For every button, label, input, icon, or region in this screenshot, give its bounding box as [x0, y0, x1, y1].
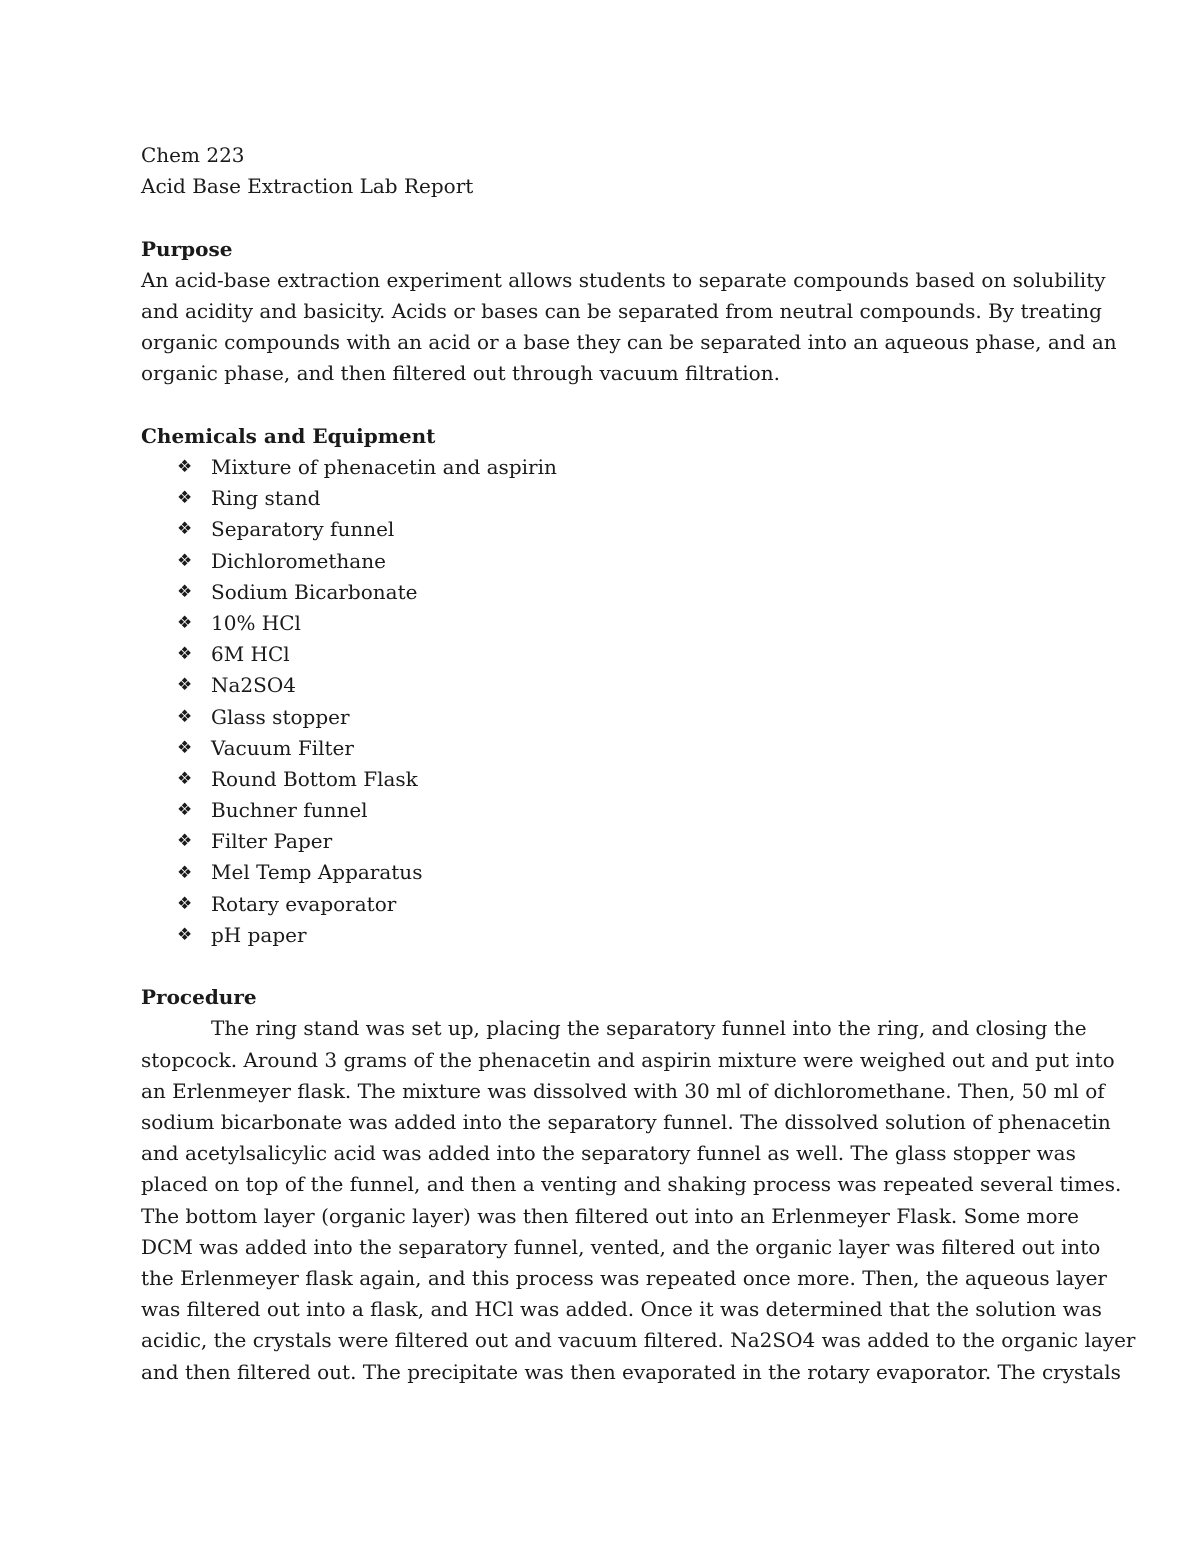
list-item [141, 889, 1061, 920]
list-item [141, 764, 1061, 795]
spacer [141, 202, 1061, 233]
diamond-bullet-icon: ❖ [177, 737, 193, 758]
list-item [141, 546, 1061, 577]
purpose-line: and acidity and basicity. Acids or bases can be separated from neutral compounds. By treating [141, 299, 1102, 323]
list-item [141, 670, 1061, 701]
list-item [141, 920, 1061, 951]
diamond-bullet-icon: ❖ [177, 613, 193, 634]
spacer [141, 390, 1061, 421]
list-item-label: Vacuum Filter [211, 735, 354, 760]
document-page [141, 140, 1136, 1388]
diamond-bullet-icon: ❖ [177, 893, 193, 914]
diamond-bullet-icon: ❖ [177, 768, 193, 789]
list-item [141, 452, 1061, 483]
procedure-line: stopcock. Around 3 grams of the phenacetin and aspirin mixture were weighed out and put into [141, 1047, 1115, 1072]
list-item-label: Separatory funnel [211, 517, 395, 542]
list-item-label: Ring stand [211, 486, 321, 511]
diamond-bullet-icon: ❖ [177, 800, 193, 821]
procedure-heading: Procedure [141, 985, 257, 1010]
list-item [141, 514, 1061, 545]
procedure-line: the Erlenmeyer flask again, and this process was repeated once more. Then, the aqueous layer [141, 1266, 1107, 1291]
procedure-line: DCM was added into the separatory funnel, vented, and the organic layer was filtered out into [141, 1234, 1101, 1259]
procedure-line: was filtered out into a flask, and HCl was added. Once it was determined that the solution was [141, 1297, 1102, 1322]
list-item-label: pH paper [211, 922, 307, 947]
list-item-label: Rotary evaporator [211, 891, 397, 916]
diamond-bullet-icon: ❖ [177, 675, 193, 696]
list-item-label: Round Bottom Flask [211, 766, 418, 791]
list-item-label: 10% HCl [211, 610, 301, 635]
list-item-label: Sodium Bicarbonate [211, 579, 418, 604]
list-item [141, 702, 1061, 733]
list-item-label: Filter Paper [211, 829, 333, 854]
procedure-line: The ring stand was set up, placing the separatory funnel into the ring, and closing the [211, 1016, 1087, 1041]
list-item-label: Buchner funnel [211, 798, 368, 823]
chemicals-heading: Chemicals and Equipment [141, 423, 436, 448]
list-item [141, 733, 1061, 764]
procedure-line: and then filtered out. The precipitate was then evaporated in the rotary evaporator. The crystals [141, 1359, 1121, 1384]
list-item-label: Mixture of phenacetin and aspirin [211, 455, 557, 479]
procedure-line: an Erlenmeyer flask. The mixture was dissolved with 30 ml of dichloromethane. Then, 50 ml of [141, 1078, 1105, 1103]
procedure-line: and acetylsalicylic acid was added into the separatory funnel as well. The glass stopper was [141, 1141, 1076, 1166]
diamond-bullet-icon: ❖ [177, 550, 193, 571]
report-title: Acid Base Extraction Lab Report [141, 174, 474, 199]
procedure-line: placed on top of the funnel, and then a venting and shaking process was repeated several times. [141, 1172, 1122, 1197]
list-item-label: 6M HCl [211, 642, 290, 667]
diamond-bullet-icon: ❖ [177, 862, 193, 883]
purpose-paragraph [141, 265, 1117, 390]
procedure-line: acidic, the crystals were filtered out and vacuum filtered. Na2SO4 was added to the organic layer [141, 1328, 1136, 1353]
list-item-label: Na2SO4 [211, 673, 296, 698]
list-item [141, 826, 1061, 857]
procedure-paragraph [141, 1013, 1136, 1387]
purpose-heading: Purpose [141, 236, 233, 261]
list-item [141, 857, 1061, 888]
list-item [141, 483, 1061, 514]
purpose-line: organic compounds with an acid or a base they can be separated into an aqueous phase, and an [141, 330, 1117, 355]
diamond-bullet-icon: ❖ [177, 519, 193, 540]
diamond-bullet-icon: ❖ [177, 581, 193, 602]
list-item-label: Glass stopper [211, 704, 350, 729]
procedure-line: sodium bicarbonate was added into the separatory funnel. The dissolved solution of phenacetin [141, 1110, 1111, 1134]
list-item-label: Mel Temp Apparatus [211, 860, 423, 885]
purpose-line: An acid-base extraction experiment allows students to separate compounds based on solubility [141, 267, 1106, 292]
list-item [141, 795, 1061, 826]
diamond-bullet-icon: ❖ [177, 457, 193, 478]
purpose-line: organic phase, and then filtered out through vacuum filtration. [141, 361, 780, 386]
diamond-bullet-icon: ❖ [177, 831, 193, 852]
list-item [141, 639, 1061, 670]
diamond-bullet-icon: ❖ [177, 488, 193, 509]
chemicals-list [141, 452, 1061, 951]
spacer [141, 951, 1061, 982]
diamond-bullet-icon: ❖ [177, 644, 193, 665]
course-name: Chem 223 [141, 143, 245, 167]
diamond-bullet-icon: ❖ [177, 706, 193, 727]
list-item-label: Dichloromethane [211, 548, 386, 573]
list-item [141, 577, 1061, 608]
diamond-bullet-icon: ❖ [177, 924, 193, 945]
procedure-line: The bottom layer (organic layer) was then filtered out into an Erlenmeyer Flask. Some more [141, 1203, 1079, 1228]
list-item [141, 608, 1061, 639]
